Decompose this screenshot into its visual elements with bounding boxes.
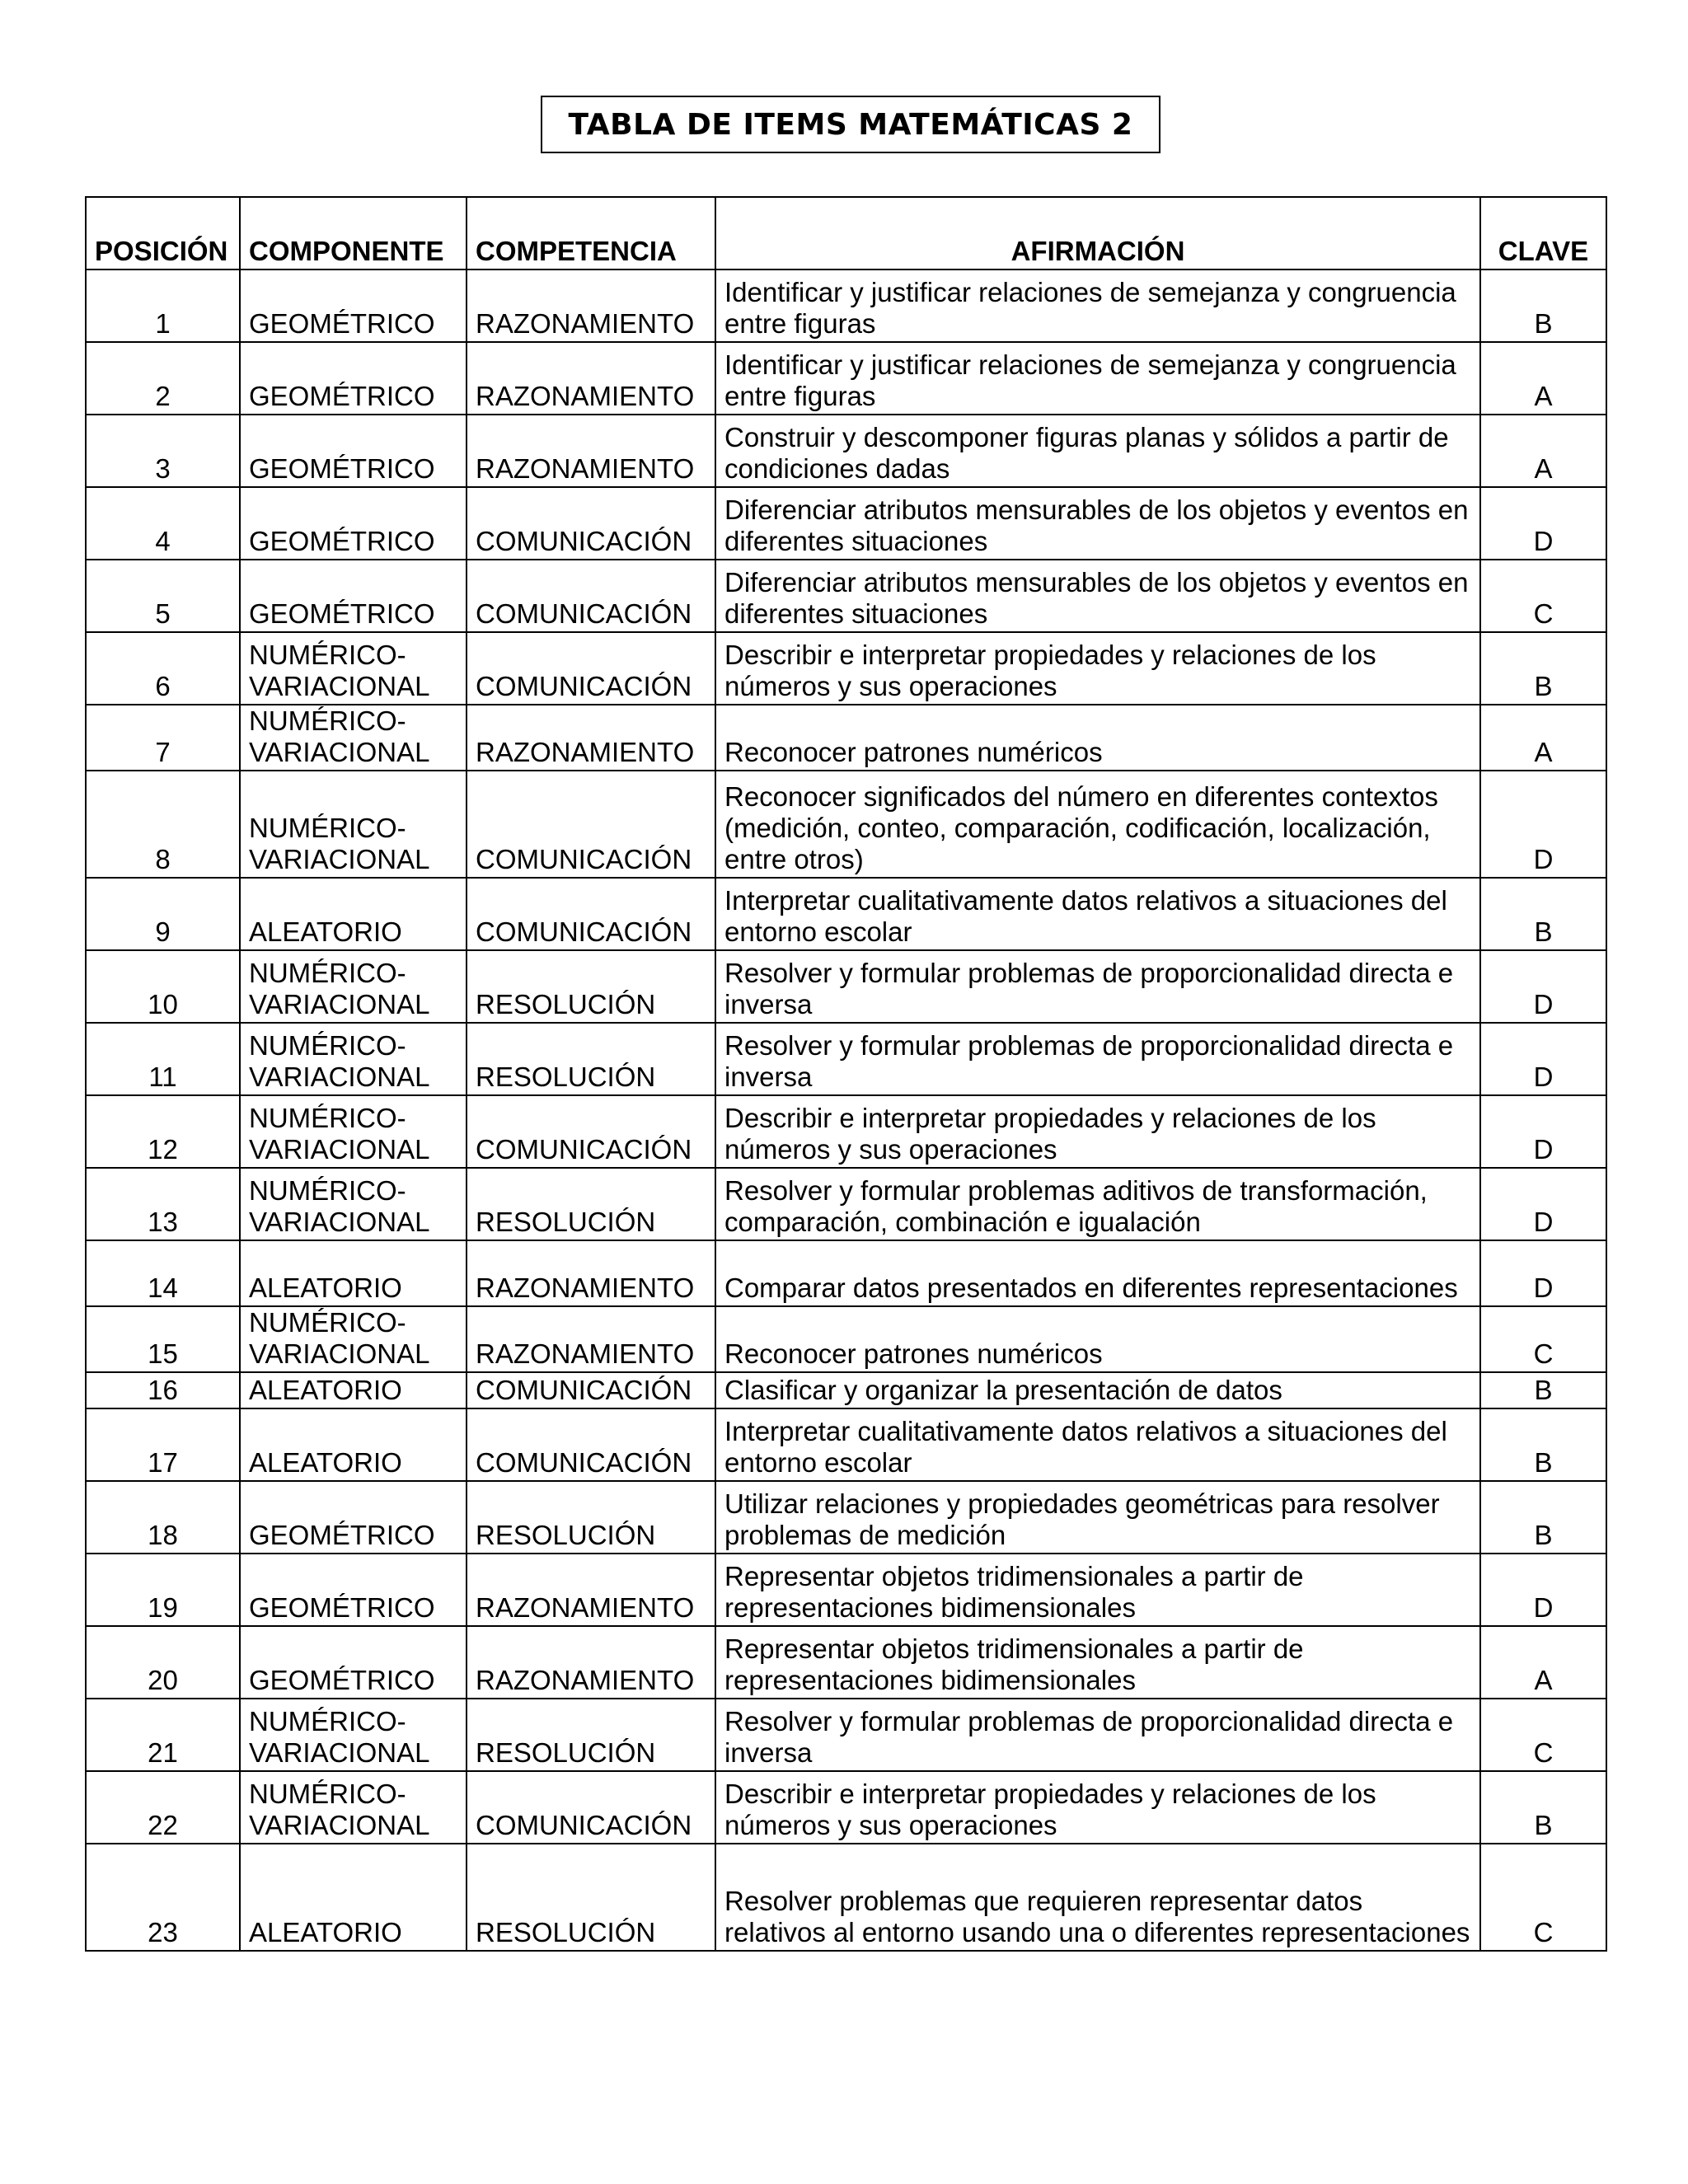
cell-componente: GEOMÉTRICO: [240, 415, 467, 487]
header-row: [86, 197, 1606, 269]
cell-afirmacion: Comparar datos presentados en diferentes representaciones: [715, 1240, 1480, 1306]
table-row: [86, 705, 1606, 771]
cell-afirmacion: Diferenciar atributos mensurables de los objetos y eventos en diferentes situaciones: [715, 560, 1480, 632]
cell-competencia: COMUNICACIÓN: [467, 632, 715, 705]
cell-clave: D: [1480, 950, 1606, 1023]
cell-componente: ALEATORIO: [240, 1372, 467, 1408]
title-box: [541, 96, 1160, 153]
cell-componente: NUMÉRICO-VARIACIONAL: [240, 1095, 467, 1168]
cell-competencia: COMUNICACIÓN: [467, 560, 715, 632]
cell-clave: B: [1480, 269, 1606, 342]
cell-posicion: 13: [86, 1168, 240, 1240]
cell-clave: D: [1480, 1023, 1606, 1095]
cell-posicion: 19: [86, 1554, 240, 1626]
table-row: [86, 1771, 1606, 1844]
table-row: [86, 1023, 1606, 1095]
cell-clave: D: [1480, 487, 1606, 560]
cell-posicion: 6: [86, 632, 240, 705]
cell-clave: B: [1480, 1372, 1606, 1408]
cell-clave: B: [1480, 878, 1606, 950]
cell-clave: D: [1480, 1168, 1606, 1240]
cell-posicion: 20: [86, 1626, 240, 1699]
cell-afirmacion: Identificar y justificar relaciones de semejanza y congruencia entre figuras: [715, 342, 1480, 415]
cell-componente: GEOMÉTRICO: [240, 1554, 467, 1626]
cell-posicion: 16: [86, 1372, 240, 1408]
table-row: [86, 1408, 1606, 1481]
table-row: [86, 1372, 1606, 1408]
cell-posicion: 21: [86, 1699, 240, 1771]
table-row: [86, 1095, 1606, 1168]
cell-afirmacion: Describir e interpretar propiedades y relaciones de los números y sus operaciones: [715, 1095, 1480, 1168]
table-row: [86, 771, 1606, 878]
cell-posicion: 4: [86, 487, 240, 560]
cell-posicion: 23: [86, 1844, 240, 1951]
cell-posicion: 3: [86, 415, 240, 487]
cell-afirmacion: Reconocer patrones numéricos: [715, 1306, 1480, 1372]
cell-competencia: RESOLUCIÓN: [467, 1699, 715, 1771]
table-row: [86, 1306, 1606, 1372]
cell-posicion: 11: [86, 1023, 240, 1095]
cell-componente: GEOMÉTRICO: [240, 560, 467, 632]
cell-clave: D: [1480, 1554, 1606, 1626]
cell-posicion: 1: [86, 269, 240, 342]
cell-competencia: COMUNICACIÓN: [467, 1408, 715, 1481]
cell-competencia: RAZONAMIENTO: [467, 1306, 715, 1372]
cell-posicion: 2: [86, 342, 240, 415]
cell-competencia: COMUNICACIÓN: [467, 487, 715, 560]
cell-clave: C: [1480, 560, 1606, 632]
cell-componente: ALEATORIO: [240, 878, 467, 950]
table-row: [86, 342, 1606, 415]
table-row: [86, 415, 1606, 487]
cell-posicion: 18: [86, 1481, 240, 1554]
cell-componente: NUMÉRICO-VARIACIONAL: [240, 1771, 467, 1844]
cell-afirmacion: Reconocer significados del número en diferentes contextos (medición, conteo, comparación, codificación, localización, entre otros): [715, 771, 1480, 878]
items-table: [85, 196, 1607, 1952]
cell-competencia: RESOLUCIÓN: [467, 1844, 715, 1951]
table-row: [86, 1626, 1606, 1699]
cell-afirmacion: Diferenciar atributos mensurables de los objetos y eventos en diferentes situaciones: [715, 487, 1480, 560]
cell-afirmacion: Resolver y formular problemas de proporcionalidad directa e inversa: [715, 1699, 1480, 1771]
cell-afirmacion: Representar objetos tridimensionales a partir de representaciones bidimensionales: [715, 1554, 1480, 1626]
table-row: [86, 560, 1606, 632]
cell-clave: C: [1480, 1699, 1606, 1771]
cell-componente: GEOMÉTRICO: [240, 487, 467, 560]
cell-afirmacion: Resolver y formular problemas de proporcionalidad directa e inversa: [715, 950, 1480, 1023]
table-row: [86, 1554, 1606, 1626]
cell-competencia: RESOLUCIÓN: [467, 1481, 715, 1554]
cell-competencia: RAZONAMIENTO: [467, 1240, 715, 1306]
table-row: [86, 1240, 1606, 1306]
cell-clave: B: [1480, 1408, 1606, 1481]
cell-competencia: RAZONAMIENTO: [467, 342, 715, 415]
cell-componente: NUMÉRICO-VARIACIONAL: [240, 1168, 467, 1240]
header-posicion: POSICIÓN: [86, 197, 240, 269]
cell-competencia: COMUNICACIÓN: [467, 1095, 715, 1168]
table-row: [86, 632, 1606, 705]
cell-afirmacion: Representar objetos tridimensionales a partir de representaciones bidimensionales: [715, 1626, 1480, 1699]
cell-clave: B: [1480, 632, 1606, 705]
cell-afirmacion: Describir e interpretar propiedades y relaciones de los números y sus operaciones: [715, 632, 1480, 705]
cell-posicion: 15: [86, 1306, 240, 1372]
cell-competencia: COMUNICACIÓN: [467, 771, 715, 878]
cell-componente: ALEATORIO: [240, 1408, 467, 1481]
table-row: [86, 1699, 1606, 1771]
cell-componente: NUMÉRICO-VARIACIONAL: [240, 950, 467, 1023]
cell-clave: A: [1480, 415, 1606, 487]
cell-posicion: 17: [86, 1408, 240, 1481]
cell-competencia: COMUNICACIÓN: [467, 878, 715, 950]
cell-componente: NUMÉRICO-VARIACIONAL: [240, 1023, 467, 1095]
cell-clave: B: [1480, 1481, 1606, 1554]
cell-posicion: 14: [86, 1240, 240, 1306]
cell-competencia: RAZONAMIENTO: [467, 1626, 715, 1699]
cell-clave: A: [1480, 342, 1606, 415]
cell-competencia: RAZONAMIENTO: [467, 705, 715, 771]
cell-afirmacion: Clasificar y organizar la presentación de datos: [715, 1372, 1480, 1408]
header-componente: COMPONENTE: [240, 197, 467, 269]
cell-competencia: RAZONAMIENTO: [467, 1554, 715, 1626]
cell-competencia: RESOLUCIÓN: [467, 1168, 715, 1240]
page-title: TABLA DE ITEMS MATEMÁTICAS 2: [568, 107, 1133, 142]
cell-posicion: 5: [86, 560, 240, 632]
cell-afirmacion: Identificar y justificar relaciones de semejanza y congruencia entre figuras: [715, 269, 1480, 342]
cell-componente: GEOMÉTRICO: [240, 1626, 467, 1699]
table-row: [86, 1168, 1606, 1240]
cell-afirmacion: Resolver y formular problemas aditivos de transformación, comparación, combinación e igualación: [715, 1168, 1480, 1240]
cell-clave: B: [1480, 1771, 1606, 1844]
cell-clave: A: [1480, 705, 1606, 771]
cell-clave: D: [1480, 771, 1606, 878]
cell-afirmacion: Utilizar relaciones y propiedades geométricas para resolver problemas de medición: [715, 1481, 1480, 1554]
cell-componente: NUMÉRICO-VARIACIONAL: [240, 1699, 467, 1771]
cell-afirmacion: Resolver problemas que requieren representar datos relativos al entorno usando una o diferentes representaciones: [715, 1844, 1480, 1951]
cell-clave: D: [1480, 1240, 1606, 1306]
cell-clave: C: [1480, 1844, 1606, 1951]
cell-afirmacion: Construir y descomponer figuras planas y sólidos a partir de condiciones dadas: [715, 415, 1480, 487]
cell-afirmacion: Describir e interpretar propiedades y relaciones de los números y sus operaciones: [715, 1771, 1480, 1844]
cell-competencia: RESOLUCIÓN: [467, 1023, 715, 1095]
header-competencia: COMPETENCIA: [467, 197, 715, 269]
cell-competencia: COMUNICACIÓN: [467, 1771, 715, 1844]
cell-componente: GEOMÉTRICO: [240, 1481, 467, 1554]
table-row: [86, 950, 1606, 1023]
cell-componente: GEOMÉTRICO: [240, 342, 467, 415]
cell-competencia: RAZONAMIENTO: [467, 269, 715, 342]
cell-componente: ALEATORIO: [240, 1240, 467, 1306]
cell-posicion: 10: [86, 950, 240, 1023]
table-row: [86, 1844, 1606, 1951]
cell-componente: NUMÉRICO-VARIACIONAL: [240, 632, 467, 705]
cell-clave: A: [1480, 1626, 1606, 1699]
cell-competencia: RAZONAMIENTO: [467, 415, 715, 487]
header-clave: CLAVE: [1480, 197, 1606, 269]
cell-posicion: 7: [86, 705, 240, 771]
cell-afirmacion: Resolver y formular problemas de proporcionalidad directa e inversa: [715, 1023, 1480, 1095]
table-row: [86, 269, 1606, 342]
cell-afirmacion: Interpretar cualitativamente datos relativos a situaciones del entorno escolar: [715, 878, 1480, 950]
header-afirmacion: AFIRMACIÓN: [715, 197, 1480, 269]
cell-componente: ALEATORIO: [240, 1844, 467, 1951]
cell-competencia: RESOLUCIÓN: [467, 950, 715, 1023]
cell-componente: GEOMÉTRICO: [240, 269, 467, 342]
cell-afirmacion: Reconocer patrones numéricos: [715, 705, 1480, 771]
cell-clave: D: [1480, 1095, 1606, 1168]
cell-clave: C: [1480, 1306, 1606, 1372]
table-row: [86, 1481, 1606, 1554]
table-row: [86, 487, 1606, 560]
cell-componente: NUMÉRICO-VARIACIONAL: [240, 771, 467, 878]
cell-posicion: 8: [86, 771, 240, 878]
cell-componente: NUMÉRICO-VARIACIONAL: [240, 705, 467, 771]
cell-competencia: COMUNICACIÓN: [467, 1372, 715, 1408]
table-row: [86, 878, 1606, 950]
cell-componente: NUMÉRICO-VARIACIONAL: [240, 1306, 467, 1372]
cell-posicion: 22: [86, 1771, 240, 1844]
cell-posicion: 9: [86, 878, 240, 950]
cell-afirmacion: Interpretar cualitativamente datos relativos a situaciones del entorno escolar: [715, 1408, 1480, 1481]
cell-posicion: 12: [86, 1095, 240, 1168]
